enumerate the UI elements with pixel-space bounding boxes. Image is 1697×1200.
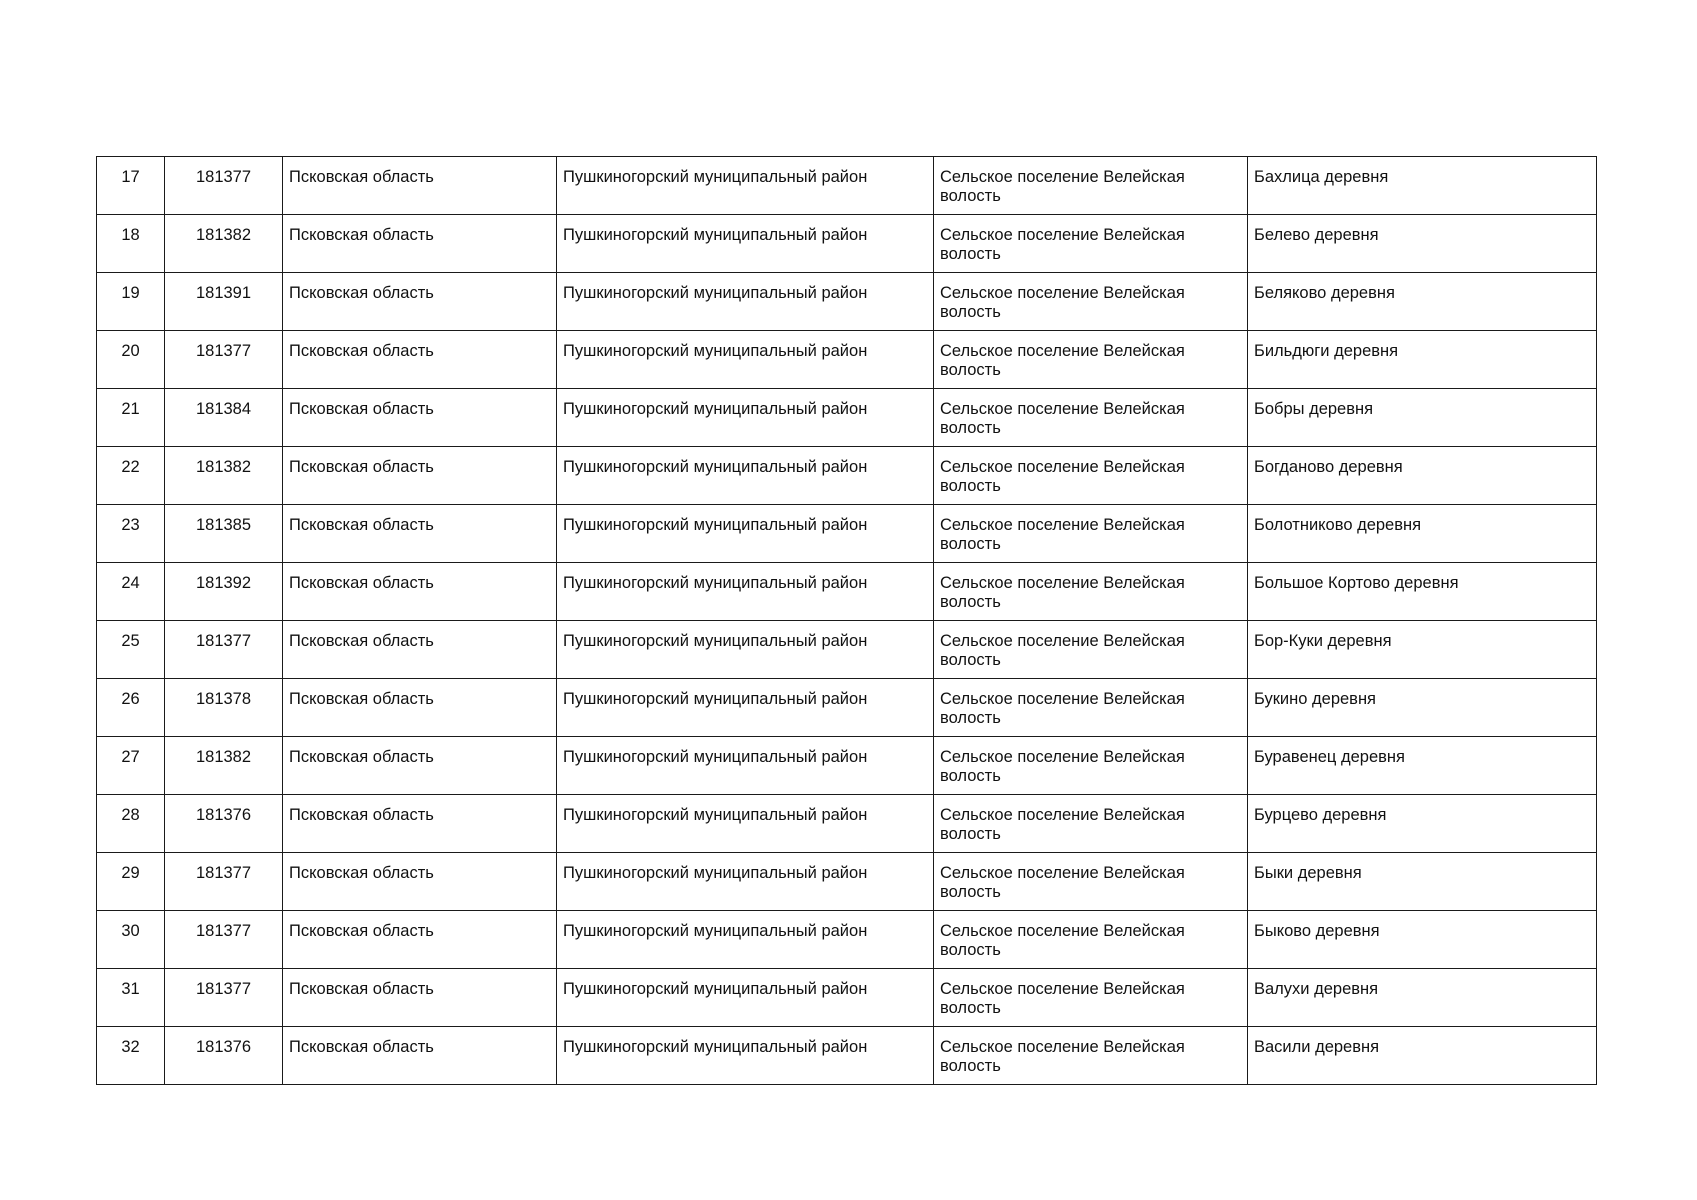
district: Пушкиногорский муниципальный район bbox=[557, 157, 934, 215]
table-body bbox=[97, 157, 1597, 1085]
settlement: Сельское поселение Велейская волость bbox=[934, 853, 1248, 911]
row-number: 20 bbox=[97, 331, 165, 389]
settlement: Сельское поселение Велейская волость bbox=[934, 1027, 1248, 1085]
table-row bbox=[97, 331, 1597, 389]
table-row bbox=[97, 505, 1597, 563]
postal-code: 181392 bbox=[165, 563, 283, 621]
row-number: 27 bbox=[97, 737, 165, 795]
postal-code: 181377 bbox=[165, 157, 283, 215]
region: Псковская область bbox=[283, 969, 557, 1027]
postal-code: 181377 bbox=[165, 853, 283, 911]
settlement: Сельское поселение Велейская волость bbox=[934, 563, 1248, 621]
settlement: Сельское поселение Велейская волость bbox=[934, 737, 1248, 795]
row-number: 29 bbox=[97, 853, 165, 911]
region: Псковская область bbox=[283, 795, 557, 853]
locality: Белево деревня bbox=[1248, 215, 1597, 273]
locality: Бурцево деревня bbox=[1248, 795, 1597, 853]
locality: Васили деревня bbox=[1248, 1027, 1597, 1085]
table-row bbox=[97, 563, 1597, 621]
region: Псковская область bbox=[283, 679, 557, 737]
row-number: 24 bbox=[97, 563, 165, 621]
region: Псковская область bbox=[283, 911, 557, 969]
district: Пушкиногорский муниципальный район bbox=[557, 737, 934, 795]
table-row bbox=[97, 157, 1597, 215]
locality: Бильдюги деревня bbox=[1248, 331, 1597, 389]
table-row bbox=[97, 273, 1597, 331]
postal-code: 181382 bbox=[165, 737, 283, 795]
row-number: 30 bbox=[97, 911, 165, 969]
postal-code: 181391 bbox=[165, 273, 283, 331]
district: Пушкиногорский муниципальный район bbox=[557, 795, 934, 853]
locality: Буравенец деревня bbox=[1248, 737, 1597, 795]
row-number: 23 bbox=[97, 505, 165, 563]
district: Пушкиногорский муниципальный район bbox=[557, 969, 934, 1027]
postal-code: 181377 bbox=[165, 621, 283, 679]
district: Пушкиногорский муниципальный район bbox=[557, 215, 934, 273]
postal-code: 181384 bbox=[165, 389, 283, 447]
table-row bbox=[97, 389, 1597, 447]
row-number: 19 bbox=[97, 273, 165, 331]
settlement: Сельское поселение Велейская волость bbox=[934, 795, 1248, 853]
settlement: Сельское поселение Велейская волость bbox=[934, 447, 1248, 505]
table-row bbox=[97, 737, 1597, 795]
table-row bbox=[97, 679, 1597, 737]
locality: Бор-Куки деревня bbox=[1248, 621, 1597, 679]
locality: Бахлица деревня bbox=[1248, 157, 1597, 215]
district: Пушкиногорский муниципальный район bbox=[557, 447, 934, 505]
locality: Валухи деревня bbox=[1248, 969, 1597, 1027]
region: Псковская область bbox=[283, 1027, 557, 1085]
locality: Букино деревня bbox=[1248, 679, 1597, 737]
row-number: 32 bbox=[97, 1027, 165, 1085]
postal-code: 181376 bbox=[165, 1027, 283, 1085]
district: Пушкиногорский муниципальный район bbox=[557, 911, 934, 969]
row-number: 21 bbox=[97, 389, 165, 447]
settlements-table bbox=[96, 156, 1597, 1085]
settlement: Сельское поселение Велейская волость bbox=[934, 621, 1248, 679]
locality: Быково деревня bbox=[1248, 911, 1597, 969]
region: Псковская область bbox=[283, 215, 557, 273]
district: Пушкиногорский муниципальный район bbox=[557, 389, 934, 447]
row-number: 31 bbox=[97, 969, 165, 1027]
settlement: Сельское поселение Велейская волость bbox=[934, 679, 1248, 737]
district: Пушкиногорский муниципальный район bbox=[557, 505, 934, 563]
locality: Богданово деревня bbox=[1248, 447, 1597, 505]
district: Пушкиногорский муниципальный район bbox=[557, 621, 934, 679]
settlement: Сельское поселение Велейская волость bbox=[934, 505, 1248, 563]
row-number: 28 bbox=[97, 795, 165, 853]
region: Псковская область bbox=[283, 737, 557, 795]
region: Псковская область bbox=[283, 157, 557, 215]
row-number: 22 bbox=[97, 447, 165, 505]
row-number: 18 bbox=[97, 215, 165, 273]
region: Псковская область bbox=[283, 505, 557, 563]
row-number: 26 bbox=[97, 679, 165, 737]
district: Пушкиногорский муниципальный район bbox=[557, 331, 934, 389]
region: Псковская область bbox=[283, 389, 557, 447]
table-row bbox=[97, 1027, 1597, 1085]
district: Пушкиногорский муниципальный район bbox=[557, 1027, 934, 1085]
settlement: Сельское поселение Велейская волость bbox=[934, 911, 1248, 969]
locality: Большое Кортово деревня bbox=[1248, 563, 1597, 621]
region: Псковская область bbox=[283, 621, 557, 679]
region: Псковская область bbox=[283, 331, 557, 389]
district: Пушкиногорский муниципальный район bbox=[557, 273, 934, 331]
table-row bbox=[97, 911, 1597, 969]
district: Пушкиногорский муниципальный район bbox=[557, 679, 934, 737]
postal-code: 181382 bbox=[165, 215, 283, 273]
settlement: Сельское поселение Велейская волость bbox=[934, 969, 1248, 1027]
region: Псковская область bbox=[283, 447, 557, 505]
postal-code: 181382 bbox=[165, 447, 283, 505]
settlement: Сельское поселение Велейская волость bbox=[934, 215, 1248, 273]
settlement: Сельское поселение Велейская волость bbox=[934, 389, 1248, 447]
table-row bbox=[97, 621, 1597, 679]
postal-code: 181376 bbox=[165, 795, 283, 853]
settlement: Сельское поселение Велейская волость bbox=[934, 331, 1248, 389]
postal-code: 181385 bbox=[165, 505, 283, 563]
table-row bbox=[97, 447, 1597, 505]
region: Псковская область bbox=[283, 853, 557, 911]
table-row bbox=[97, 795, 1597, 853]
postal-code: 181377 bbox=[165, 911, 283, 969]
table-row bbox=[97, 215, 1597, 273]
table-row bbox=[97, 853, 1597, 911]
postal-code: 181378 bbox=[165, 679, 283, 737]
postal-code: 181377 bbox=[165, 969, 283, 1027]
locality: Быки деревня bbox=[1248, 853, 1597, 911]
region: Псковская область bbox=[283, 563, 557, 621]
settlement: Сельское поселение Велейская волость bbox=[934, 273, 1248, 331]
locality: Болотниково деревня bbox=[1248, 505, 1597, 563]
row-number: 25 bbox=[97, 621, 165, 679]
district: Пушкиногорский муниципальный район bbox=[557, 563, 934, 621]
district: Пушкиногорский муниципальный район bbox=[557, 853, 934, 911]
locality: Беляково деревня bbox=[1248, 273, 1597, 331]
locality: Бобры деревня bbox=[1248, 389, 1597, 447]
row-number: 17 bbox=[97, 157, 165, 215]
settlement: Сельское поселение Велейская волость bbox=[934, 157, 1248, 215]
table-row bbox=[97, 969, 1597, 1027]
postal-code: 181377 bbox=[165, 331, 283, 389]
region: Псковская область bbox=[283, 273, 557, 331]
